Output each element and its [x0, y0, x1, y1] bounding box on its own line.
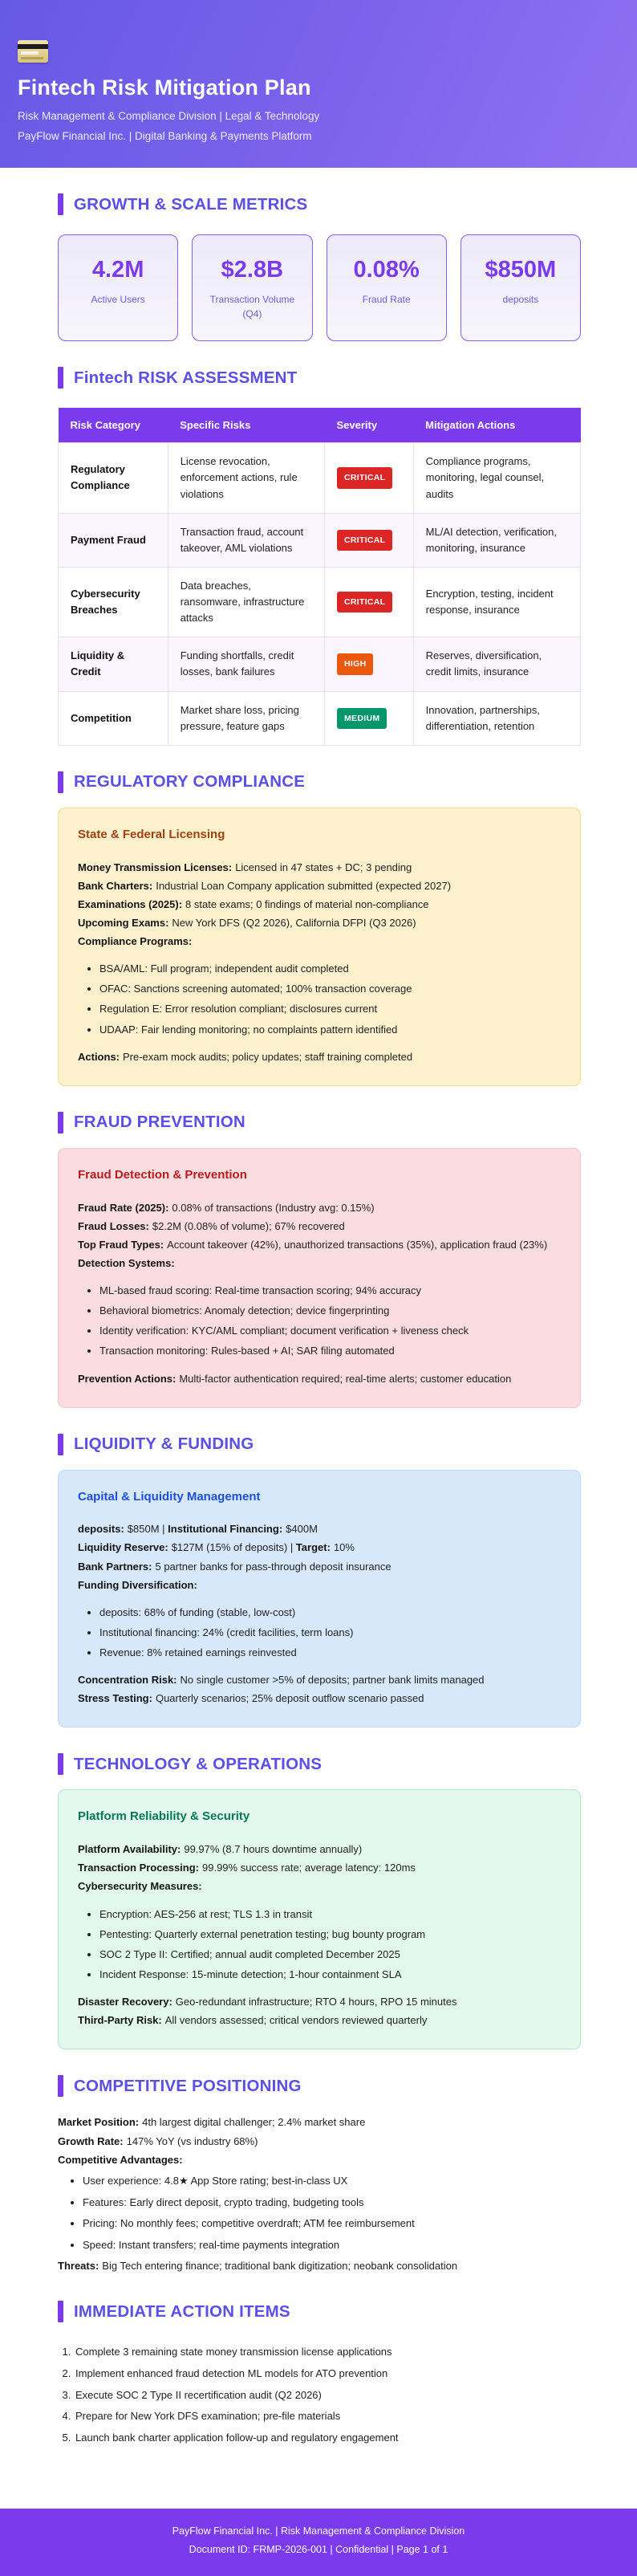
credit-card-icon	[18, 40, 48, 63]
liquidity-funding-box	[58, 1470, 581, 1728]
list-item: • Identity verification: KYC/AML compliant; document verification + liveness check	[99, 1321, 561, 1340]
section-heading-risk-assessment	[58, 367, 581, 389]
table-header-row	[59, 408, 581, 443]
list-item: • Institutional financing: 24% (credit facilities, term loans)	[99, 1623, 561, 1642]
info-line: Fraud Losses: $2.2M (0.08% of volume); 67% recovered	[78, 1219, 345, 1232]
section-accent-bar	[58, 2301, 63, 2322]
risk-category: Cybersecurity Breaches	[59, 567, 168, 637]
list-item: • Incident Response: 15-minute detection; 1-hour containment SLA	[99, 1965, 561, 1984]
footer-company-line: PayFlow Financial Inc. | Risk Management & Compliance Division	[172, 2525, 465, 2537]
info-line: Transaction Processing: 99.99% success rate; average latency: 120ms	[78, 1862, 416, 1874]
mitigation-actions: Reserves, diversification, credit limits, insurance	[413, 637, 580, 691]
fraud-prevention-box	[58, 1148, 581, 1408]
severity-badge: MEDIUM	[337, 708, 387, 729]
info-line: Compliance Programs:	[78, 935, 193, 948]
action-item: 5. Launch bank charter application follow-up and regulatory engagement	[74, 2427, 581, 2449]
document-body	[0, 193, 637, 2476]
specific-risks: Market share loss, pricing pressure, feature gaps	[168, 691, 324, 745]
list-item: • BSA/AML: Full program; independent audit completed	[99, 959, 561, 978]
list-item: • UDAAP: Fair lending monitoring; no complaints pattern identified	[99, 1020, 561, 1039]
metric-label: Transaction Volume (Q4)	[209, 294, 295, 319]
list-item: • Transaction monitoring: Rules-based + AI; SAR filing automated	[99, 1341, 561, 1360]
section-title: Fintech RISK ASSESSMENT	[74, 368, 298, 387]
metric-card-transaction-volume	[192, 234, 312, 341]
header-subtitle-company: PayFlow Financial Inc. | Digital Banking & Payments Platform	[18, 130, 312, 143]
info-line: Market Position: 4th largest digital challenger; 2.4% market share	[58, 2116, 366, 2129]
section-heading-growth-metrics	[58, 193, 581, 215]
severity-cell	[325, 691, 414, 745]
regulatory-compliance-box	[58, 808, 581, 1086]
info-line: Bank Charters: Industrial Loan Company application submitted (expected 2027)	[78, 879, 452, 892]
section-heading-fraud-prevention	[58, 1112, 581, 1133]
list-item: • Pricing: No monthly fees; competitive overdraft; ATM fee reimbursement	[83, 2214, 581, 2232]
info-line: Liquidity Reserve: $127M (15% of deposits) | Target: 10%	[78, 1541, 355, 1554]
specific-risks: Funding shortfalls, credit losses, bank failures	[168, 637, 324, 691]
list-item: • Revenue: 8% retained earnings reinvested	[99, 1643, 561, 1662]
list-item: • OFAC: Sanctions screening automated; 100% transaction coverage	[99, 979, 561, 998]
info-line: Cybersecurity Measures:	[78, 1880, 202, 1893]
severity-badge: HIGH	[337, 653, 373, 674]
section-accent-bar	[58, 193, 63, 215]
column-header-severity: Severity	[325, 408, 414, 443]
section-heading-immediate-action-items	[58, 2301, 581, 2322]
risk-category: Regulatory Compliance	[59, 443, 168, 513]
table-row	[59, 691, 581, 745]
section-title: IMMEDIATE ACTION ITEMS	[74, 2301, 290, 2321]
info-line: Money Transmission Licenses: Licensed in 47 states + DC; 3 pending	[78, 861, 412, 873]
list-item: • deposits: 68% of funding (stable, low-cost)	[99, 1603, 561, 1622]
document-footer	[0, 2509, 637, 2576]
section-title: REGULATORY COMPLIANCE	[74, 772, 306, 792]
severity-cell	[325, 513, 414, 567]
severity-badge: CRITICAL	[337, 530, 392, 551]
column-header-risk-category: Risk Category	[59, 408, 168, 443]
page-title: Fintech Risk Mitigation Plan	[18, 75, 311, 100]
risk-assessment-table	[58, 408, 581, 746]
table-row	[59, 513, 581, 567]
metric-cards	[58, 234, 581, 341]
metric-value: $2.8B	[221, 257, 284, 283]
section-heading-liquidity-funding	[58, 1434, 581, 1455]
metric-value: 0.08%	[353, 257, 420, 283]
mitigation-actions: ML/AI detection, verification, monitoring, insurance	[413, 513, 580, 567]
severity-badge: CRITICAL	[337, 592, 392, 612]
section-title: LIQUIDITY & FUNDING	[74, 1435, 254, 1454]
list-item: • User experience: 4.8★ App Store rating; best-in-class UX	[83, 2171, 581, 2190]
info-line: Stress Testing: Quarterly scenarios; 25% deposit outflow scenario passed	[78, 1692, 424, 1705]
severity-cell	[325, 443, 414, 513]
section-accent-bar	[58, 1753, 63, 1775]
mitigation-actions: Innovation, partnerships, differentiation, retention	[413, 691, 580, 745]
info-line: Upcoming Exams: New York DFS (Q2 2026), California DFPI (Q3 2026)	[78, 916, 416, 929]
section-heading-regulatory-compliance	[58, 771, 581, 793]
list-item: • Behavioral biometrics: Anomaly detection; device fingerprinting	[99, 1301, 561, 1320]
column-header-specific-risks: Specific Risks	[168, 408, 324, 443]
credit-card-signature	[21, 51, 39, 55]
box-title: Capital & Liquidity Management	[78, 1489, 261, 1504]
section-heading-competitive-positioning	[58, 2075, 581, 2097]
section-accent-bar	[58, 367, 63, 389]
list-item: • SOC 2 Type II: Certified; annual audit completed December 2025	[99, 1945, 561, 1964]
specific-risks: License revocation, enforcement actions, rule violations	[168, 443, 324, 513]
box-title: Fraud Detection & Prevention	[78, 1167, 247, 1182]
table-row	[59, 567, 581, 637]
section-heading-technology-operations	[58, 1753, 581, 1775]
info-line: Fraud Rate (2025): 0.08% of transactions (Industry avg: 0.15%)	[78, 1201, 375, 1214]
credit-card-number	[21, 57, 43, 59]
action-item: 3. Execute SOC 2 Type II recertification audit (Q2 2026)	[74, 2385, 581, 2407]
document-header	[0, 0, 637, 168]
info-line: Prevention Actions: Multi-factor authentication required; real-time alerts; customer education	[78, 1372, 512, 1385]
section-title: GROWTH & SCALE METRICS	[74, 194, 308, 214]
footer-document-id-line: Document ID: FRMP-2026-001 | Confidential | Page 1 of 1	[189, 2543, 448, 2555]
compliance-programs-list	[78, 959, 561, 1039]
section-title: TECHNOLOGY & OPERATIONS	[74, 1754, 323, 1773]
risk-category: Competition	[59, 691, 168, 745]
metric-card-active-users	[58, 234, 178, 341]
action-item: 1. Complete 3 remaining state money transmission license applications	[74, 2342, 581, 2363]
info-line: Bank Partners: 5 partner banks for pass-through deposit insurance	[78, 1560, 392, 1573]
table-row	[59, 443, 581, 513]
section-accent-bar	[58, 1434, 63, 1455]
credit-card-stripe	[18, 44, 48, 49]
metric-value: $850M	[485, 257, 557, 283]
list-item: • ML-based fraud scoring: Real-time transaction scoring; 94% accuracy	[99, 1281, 561, 1300]
info-line: Disaster Recovery: Geo-redundant infrastructure; RTO 4 hours, RPO 15 minutes	[78, 1996, 457, 2008]
box-title: State & Federal Licensing	[78, 827, 225, 841]
metric-card-fraud-rate	[327, 234, 447, 341]
severity-cell	[325, 567, 414, 637]
info-line: Examinations (2025): 8 state exams; 0 findings of material non-compliance	[78, 897, 429, 910]
list-item: • Speed: Instant transfers; real-time payments integration	[83, 2236, 581, 2254]
section-accent-bar	[58, 2075, 63, 2097]
info-line: Threats: Big Tech entering finance; traditional bank digitization; neobank consolidation	[58, 2260, 458, 2273]
action-items-list	[58, 2342, 581, 2448]
section-accent-bar	[58, 771, 63, 793]
competitive-advantages-list	[58, 2171, 581, 2254]
box-title: Platform Reliability & Security	[78, 1809, 250, 1824]
info-line: deposits: $850M | Institutional Financing: $400M	[78, 1523, 318, 1536]
column-header-mitigation-actions: Mitigation Actions	[413, 408, 580, 443]
severity-cell	[325, 637, 414, 691]
metric-label: Active Users	[91, 294, 145, 306]
info-line: Funding Diversification:	[78, 1578, 197, 1591]
action-item: 4. Prepare for New York DFS examination; pre-file materials	[74, 2406, 581, 2427]
info-line: Growth Rate: 147% YoY (vs industry 68%)	[58, 2134, 258, 2147]
list-item: • Features: Early direct deposit, crypto trading, budgeting tools	[83, 2193, 581, 2212]
info-line: Actions: Pre-exam mock audits; policy updates; staff training completed	[78, 1050, 413, 1063]
action-item: 2. Implement enhanced fraud detection ML models for ATO prevention	[74, 2363, 581, 2385]
info-line: Third-Party Risk: All vendors assessed; critical vendors reviewed quarterly	[78, 2014, 428, 2027]
info-line: Platform Availability: 99.97% (8.7 hours downtime annually)	[78, 1843, 363, 1856]
metric-label: Fraud Rate	[362, 294, 411, 306]
specific-risks: Transaction fraud, account takeover, AML violations	[168, 513, 324, 567]
risk-category: Liquidity & Credit	[59, 637, 168, 691]
list-item: • Pentesting: Quarterly external penetration testing; bug bounty program	[99, 1925, 561, 1943]
metric-value: 4.2M	[91, 257, 144, 283]
funding-diversification-list	[78, 1603, 561, 1662]
header-subtitle-division: Risk Management & Compliance Division | Legal & Technology	[18, 110, 320, 122]
section-title: FRAUD PREVENTION	[74, 1113, 245, 1132]
info-line: Competitive Advantages:	[58, 2154, 183, 2167]
detection-systems-list	[78, 1281, 561, 1361]
cybersecurity-measures-list	[78, 1905, 561, 1984]
metric-label: deposits	[502, 294, 539, 306]
technology-operations-box	[58, 1789, 581, 2049]
info-line: Top Fraud Types: Account takeover (42%), unauthorized transactions (35%), application fraud (23%)	[78, 1238, 548, 1251]
section-accent-bar	[58, 1112, 63, 1133]
list-item: • Regulation E: Error resolution compliant; disclosures current	[99, 999, 561, 1018]
risk-category: Payment Fraud	[59, 513, 168, 567]
metric-card-deposits	[461, 234, 581, 341]
specific-risks: Data breaches, ransomware, infrastructure attacks	[168, 567, 324, 637]
section-title: COMPETITIVE POSITIONING	[74, 2076, 302, 2095]
info-line: Concentration Risk: No single customer >5% of deposits; partner bank limits managed	[78, 1674, 485, 1687]
competitive-positioning-body	[58, 2113, 581, 2275]
severity-badge: CRITICAL	[337, 467, 392, 488]
table-row	[59, 637, 581, 691]
list-item: • Encryption: AES-256 at rest; TLS 1.3 in transit	[99, 1905, 561, 1923]
mitigation-actions: Encryption, testing, incident response, insurance	[413, 567, 580, 637]
mitigation-actions: Compliance programs, monitoring, legal counsel, audits	[413, 443, 580, 513]
info-line: Detection Systems:	[78, 1256, 175, 1269]
